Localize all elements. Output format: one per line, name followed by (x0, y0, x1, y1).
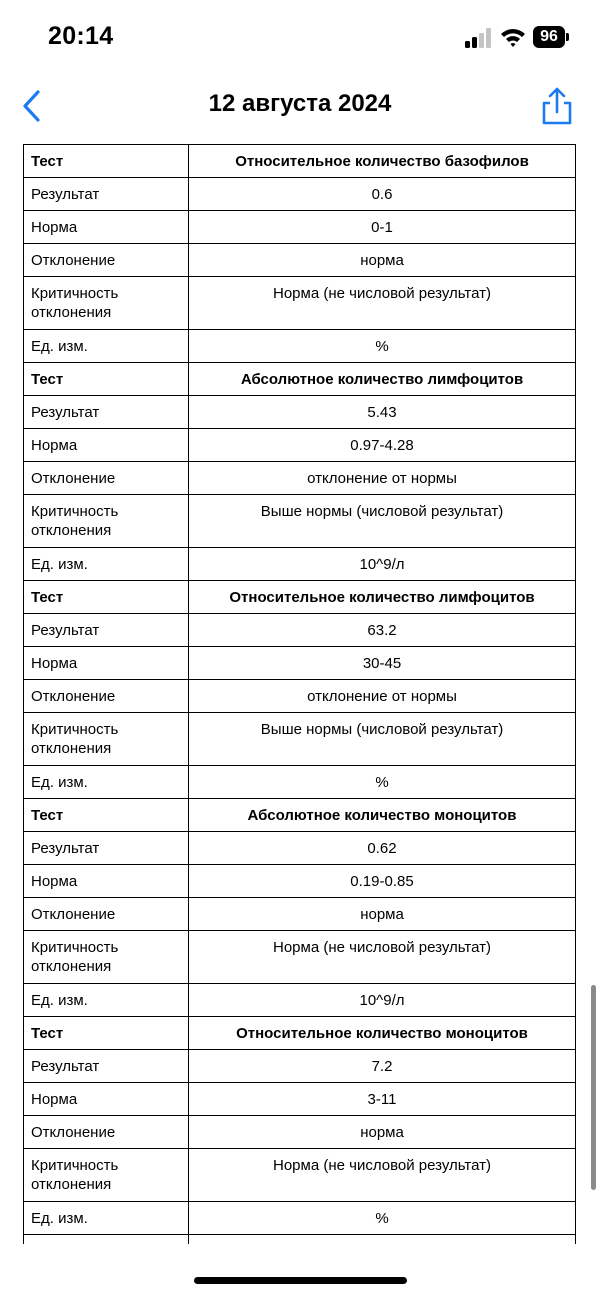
table-row (24, 178, 576, 211)
criticality-label: Критичность отклонения (24, 277, 189, 330)
criticality-value: Норма (не числовой результат) (189, 1149, 576, 1202)
battery-level: 96 (533, 26, 565, 48)
table-row (24, 211, 576, 244)
table-row (24, 330, 576, 363)
norm-label: Норма (24, 647, 189, 680)
status-bar (0, 0, 600, 76)
norm-value: 3-11 (189, 1083, 576, 1116)
unit-value: % (189, 766, 576, 799)
criticality-value: Выше нормы (числовой результат) (189, 713, 576, 766)
table-row (24, 931, 576, 984)
norm-value: 30-45 (189, 647, 576, 680)
table-row (24, 548, 576, 581)
deviation-value: отклонение от нормы (189, 462, 576, 495)
share-icon (540, 86, 574, 126)
test-label: Тест (24, 363, 189, 396)
back-button[interactable] (18, 88, 48, 124)
unit-value: 10^9/л (189, 984, 576, 1017)
norm-label: Норма (24, 429, 189, 462)
table-row (24, 277, 576, 330)
deviation-value: отклонение от нормы (189, 680, 576, 713)
battery-indicator (533, 26, 569, 48)
result-label: Результат (24, 614, 189, 647)
table-row (24, 898, 576, 931)
unit-label: Ед. изм. (24, 330, 189, 363)
norm-value: 0.97-4.28 (189, 429, 576, 462)
criticality-label: Критичность отклонения (24, 1149, 189, 1202)
table-row (24, 865, 576, 898)
test-name: Относительное количество моноцитов (189, 1017, 576, 1050)
deviation-label: Отклонение (24, 462, 189, 495)
result-value: 7.2 (189, 1050, 576, 1083)
result-label: Результат (24, 1050, 189, 1083)
table-row (24, 1050, 576, 1083)
criticality-label: Критичность отклонения (24, 931, 189, 984)
criticality-value: Норма (не числовой результат) (189, 931, 576, 984)
results-scroll-area[interactable] (0, 136, 600, 1244)
lab-results-table (23, 144, 576, 1244)
table-row (24, 680, 576, 713)
unit-value: % (189, 1202, 576, 1235)
table-row (24, 581, 576, 614)
result-label: Результат (24, 396, 189, 429)
table-row (24, 1017, 576, 1050)
chevron-left-icon (18, 88, 48, 124)
test-name: Относительное количество базофилов (189, 145, 576, 178)
table-row (24, 1202, 576, 1235)
norm-label: Норма (24, 211, 189, 244)
test-name: Относительное количество лимфоцитов (189, 581, 576, 614)
navigation-bar (0, 76, 600, 136)
table-row (24, 832, 576, 865)
table-row (24, 614, 576, 647)
criticality-value: Выше нормы (числовой результат) (189, 495, 576, 548)
table-row (24, 495, 576, 548)
home-indicator[interactable] (194, 1277, 407, 1284)
unit-label: Ед. изм. (24, 766, 189, 799)
table-row (24, 363, 576, 396)
table-row (24, 647, 576, 680)
page-title: 12 августа 2024 (208, 90, 392, 117)
table-row (24, 799, 576, 832)
share-button[interactable] (540, 86, 574, 126)
test-label: Тест (24, 799, 189, 832)
table-row (24, 984, 576, 1017)
table-row (24, 713, 576, 766)
criticality-label: Критичность отклонения (24, 713, 189, 766)
test-name: Абсолютное количество моноцитов (189, 799, 576, 832)
table-row (24, 396, 576, 429)
norm-value: 0-1 (189, 211, 576, 244)
result-value: 63.2 (189, 614, 576, 647)
deviation-label: Отклонение (24, 244, 189, 277)
test-name: Абсолютное количество лимфоцитов (189, 363, 576, 396)
deviation-label: Отклонение (24, 680, 189, 713)
wifi-icon (500, 26, 526, 48)
unit-label: Ед. изм. (24, 548, 189, 581)
scroll-indicator[interactable] (591, 985, 596, 1190)
criticality-value: Норма (не числовой результат) (189, 277, 576, 330)
unit-label: Ед. изм. (24, 1202, 189, 1235)
result-value: 5.43 (189, 396, 576, 429)
table-row (24, 244, 576, 277)
unit-value: % (189, 330, 576, 363)
deviation-label: Отклонение (24, 1116, 189, 1149)
norm-label: Норма (24, 1083, 189, 1116)
result-label: Результат (24, 178, 189, 211)
norm-value: 0.19-0.85 (189, 865, 576, 898)
result-label: Результат (24, 832, 189, 865)
test-label: Тест (24, 145, 189, 178)
test-label: Тест (24, 581, 189, 614)
deviation-label: Отклонение (24, 898, 189, 931)
table-row (24, 429, 576, 462)
deviation-value: норма (189, 244, 576, 277)
table-row (24, 1083, 576, 1116)
norm-label: Норма (24, 865, 189, 898)
table-row (24, 1149, 576, 1202)
table-row (24, 1116, 576, 1149)
deviation-value: норма (189, 898, 576, 931)
test-label: Тест (24, 1017, 189, 1050)
table-row (24, 145, 576, 178)
unit-value: 10^9/л (189, 548, 576, 581)
cellular-signal-icon (465, 28, 493, 48)
criticality-label: Критичность отклонения (24, 495, 189, 548)
deviation-value: норма (189, 1116, 576, 1149)
unit-label: Ед. изм. (24, 984, 189, 1017)
table-row-partial (24, 1235, 576, 1245)
result-value: 0.6 (189, 178, 576, 211)
table-row (24, 462, 576, 495)
status-time: 20:14 (48, 22, 114, 50)
table-row (24, 766, 576, 799)
result-value: 0.62 (189, 832, 576, 865)
